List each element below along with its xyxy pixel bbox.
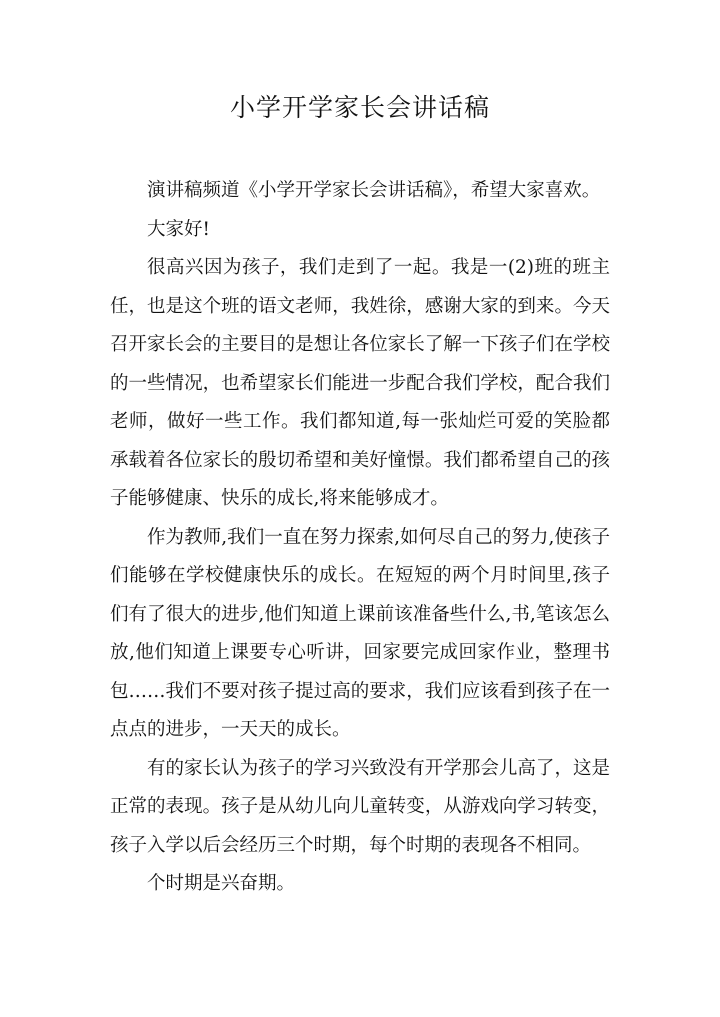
paragraph-learning-interest: 有的家长认为孩子的学习兴致没有开学那会儿高了，这是正常的表现。孩子是从幼儿向儿童转变，从游戏向学习转变，孩子入学以后会经历三个时期，每个时期的表现各不相同。	[110, 757, 610, 856]
document-body	[110, 172, 610, 904]
paragraph-opening: 很高兴因为孩子，我们走到了一起。我是一(2)班的班主任，也是这个班的语文老师，我姓徐，感谢大家的到来。今天召开家长会的主要目的是想让各位家长了解一下孩子们在学校的一些情况，也希望家长们能进一步配合我们学校，配合我们老师，做好一些工作。我们都知道,每一张灿烂可爱的笑脸都承载着各位家长的殷切希望和美好憧憬。我们都希望自己的孩子能够健康、快乐的成长,将来能够成才。	[110, 257, 610, 509]
paragraph-teacher-role: 作为教师,我们一直在努力探索,如何尽自己的努力,使孩子们能够在学校健康快乐的成长。在短短的两个月时间里,孩子们有了很大的进步,他们知道上课前该准备些什么,书,笔该怎么放,他们知道上课要专心听讲，回家要完成回家作业，整理书包……我们不要对孩子提过高的要求，我们应该看到孩子在一点点的进步，一天天的成长。	[110, 526, 610, 740]
paragraph-intro: 演讲稿频道《小学开学家长会讲话稿》，希望大家喜欢。	[147, 180, 601, 201]
paragraph-first-period: 个时期是兴奋期。	[147, 873, 296, 894]
paragraph-greeting: 大家好!	[147, 218, 210, 240]
document-title: 小学开学家长会讲话稿	[229, 93, 490, 122]
